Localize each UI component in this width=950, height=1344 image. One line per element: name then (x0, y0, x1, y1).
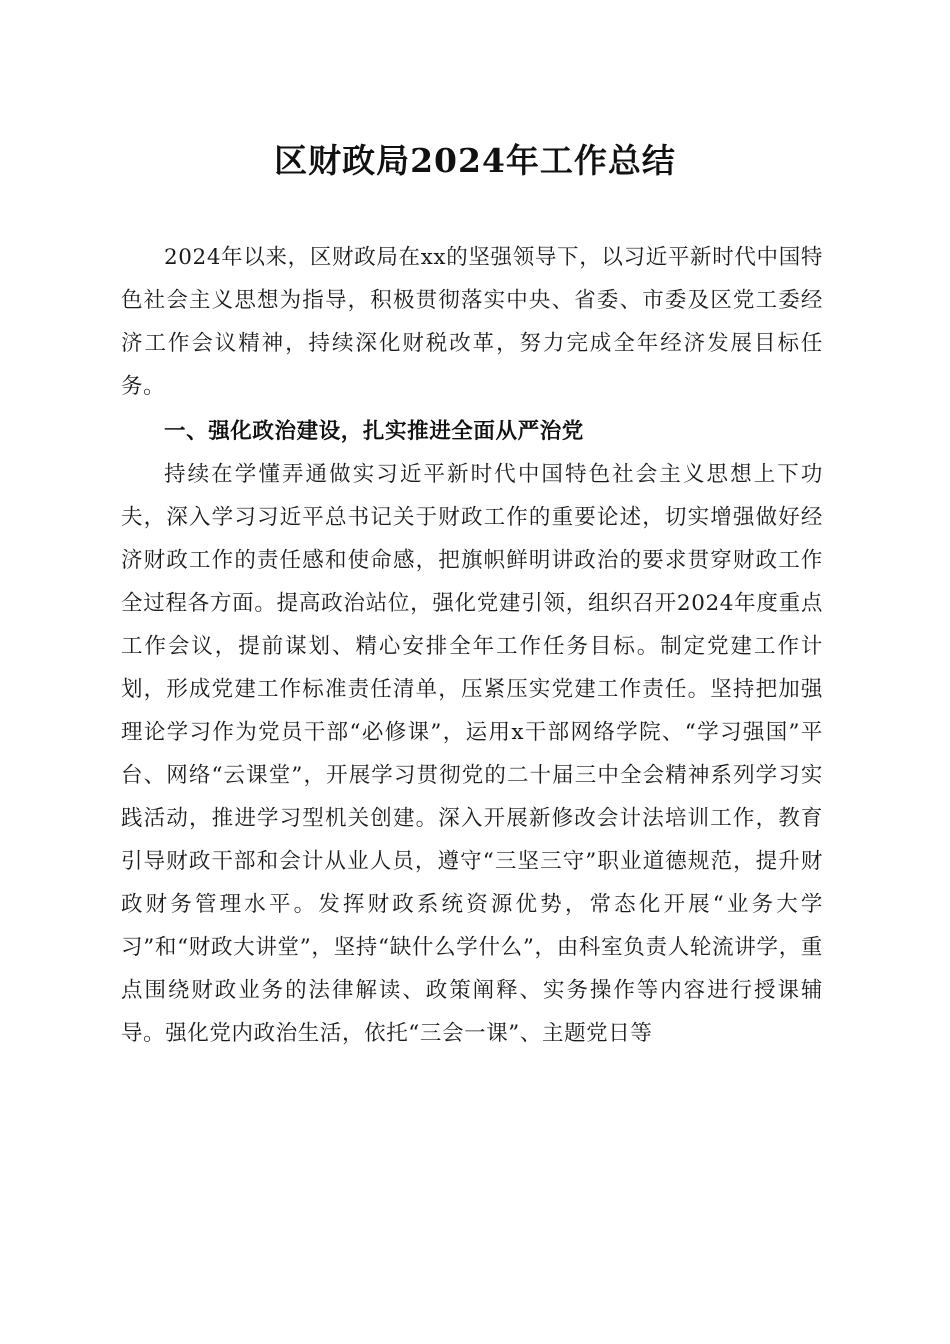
intro-paragraph: 2024年以来，区财政局在xx的坚强领导下，以习近平新时代中国特色社会主义思想为指导，积极贯彻落实中央、省委、市委及区党工委经济工作会议精神，持续深化财税改革，努力完成全年经济发展目标任务。 (121, 245, 823, 399)
document-title: 区财政局2024年工作总结 (274, 141, 676, 180)
section-1-paragraph: 持续在学懂弄通做实习近平新时代中国特色社会主义思想上下功夫，深入学习习近平总书记关于财政工作的重要论述，切实增强做好经济财政工作的责任感和使命感，把旗帜鲜明讲政治的要求贯穿财政工作全过程各方面。提高政治站位，强化党建引领，组织召开2024年度重点工作会议，提前谋划、精心安排全年工作任务目标。制定党建工作计划，形成党建工作标准责任清单，压紧压实党建工作责任。坚持把加强理论学习作为党员干部“必修课”，运用x干部网络学院、“学习强国”平台、网络“云课堂”，开展学习贯彻党的二十届三中全会精神系列学习实践活动，推进学习型机关创建。深入开展新修改会计法培训工作，教育引导财政干部和会计从业人员，遵守“三坚三守”职业道德规范，提升财政财务管理水平。发挥财政系统资源优势，常态化开展“业务大学习”和“财政大讲堂”，坚持“缺什么学什么”，由科室负责人轮流讲学，重点围绕财政业务的法律解读、政策阐释、实务操作等内容进行授课辅导。强化党内政治生活，依托“三会一课”、主题党日等 (121, 462, 823, 1046)
section-heading-1: 一、强化政治建设，扎实推进全面从严治党 (164, 419, 584, 444)
